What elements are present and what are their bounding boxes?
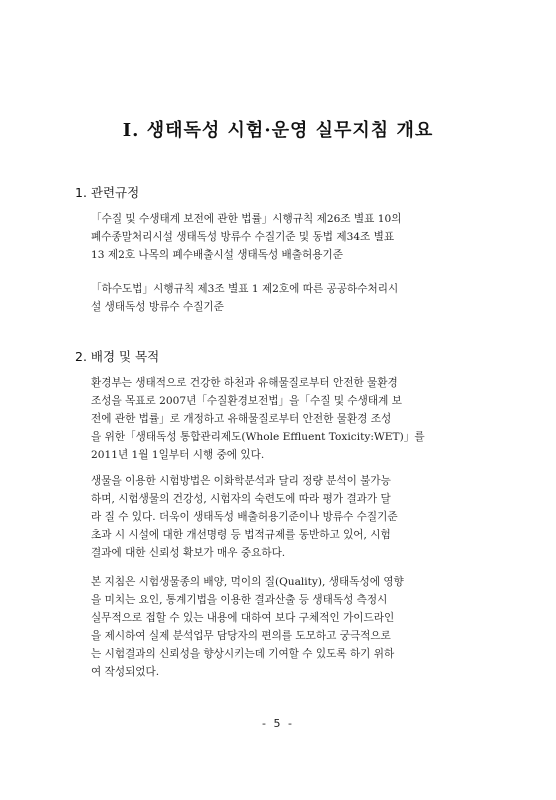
section-heading-background: 2. 배경 및 목적 xyxy=(75,349,160,364)
text-line: 전에 관한 법률」로 개정하고 유해물질로부터 안전한 물환경 조성 xyxy=(91,413,392,425)
text-line: 「수질 및 수생태계 보전에 관한 법률」시행규칙 제26조 별표 10의 xyxy=(91,213,402,225)
text-line: 는 시험결과의 신뢰성을 향상시키는데 기여할 수 있도록 하기 위하 xyxy=(91,648,395,660)
section-heading-regulations: 1. 관련규정 xyxy=(75,185,140,200)
text-line: 결과에 대한 신뢰성 확보가 매우 중요하다. xyxy=(91,547,286,559)
text-line: 을 미치는 요인, 통계기법을 이용한 결과산출 등 생태독성 측정시 xyxy=(91,594,388,606)
text-line: 「하수도법」시행규칙 제3조 별표 1 제2호에 따른 공공하수처리시 xyxy=(91,283,399,295)
text-line: 조성을 목표로 2007년「수질환경보전법」을「수질 및 수생태계 보 xyxy=(91,395,402,407)
text-line: 환경부는 생태적으로 건강한 하천과 유해물질로부터 안전한 물환경 xyxy=(91,377,398,389)
text-line: 설 생태독성 방류수 수질기준 xyxy=(91,301,224,313)
paragraph xyxy=(91,280,481,316)
page-title: Ⅰ. 생태독성 시험·운영 실무지침 개요 xyxy=(122,120,434,141)
text-line: 여 작성되었다. xyxy=(91,666,160,678)
page-number: - 5 - xyxy=(262,717,294,730)
text-line: 초과 시 시설에 대한 개선명령 등 법적규제를 동반하고 있어, 시험 xyxy=(91,529,391,541)
text-line: 13 제2호 나목의 폐수배출시설 생태독성 배출허용기준 xyxy=(91,249,343,261)
text-line: 폐수종말처리시설 생태독성 방류수 수질기준 및 동법 제34조 별표 xyxy=(91,231,395,243)
paragraph xyxy=(91,210,481,264)
text-line: 을 제시하여 실제 분석업무 담당자의 편의를 도모하고 궁극적으로 xyxy=(91,630,391,642)
text-line: 본 지침은 시험생물종의 배양, 먹이의 질(Quality), 생태독성에 영향 xyxy=(91,576,404,588)
text-line: 을 위한「생태독성 통합관리제도(Whole Effluent Toxicity:WET)」를 xyxy=(91,431,425,443)
paragraph xyxy=(91,472,481,562)
text-line: 라 질 수 있다. 더욱이 생태독성 배출허용기준이나 방류수 수질기준 xyxy=(91,511,398,523)
text-line: 2011년 1월 1일부터 시행 중에 있다. xyxy=(91,449,265,461)
paragraph xyxy=(91,573,481,681)
paragraph xyxy=(91,374,481,464)
text-line: 하며, 시험생물의 건강성, 시험자의 숙련도에 따라 평가 결과가 달 xyxy=(91,493,391,505)
text-line: 생물을 이용한 시험방법은 이화학분석과 달리 정량 분석이 불가능 xyxy=(91,475,391,487)
text-line: 실무적으로 접할 수 있는 내용에 대하여 보다 구체적인 가이드라인 xyxy=(91,612,395,624)
